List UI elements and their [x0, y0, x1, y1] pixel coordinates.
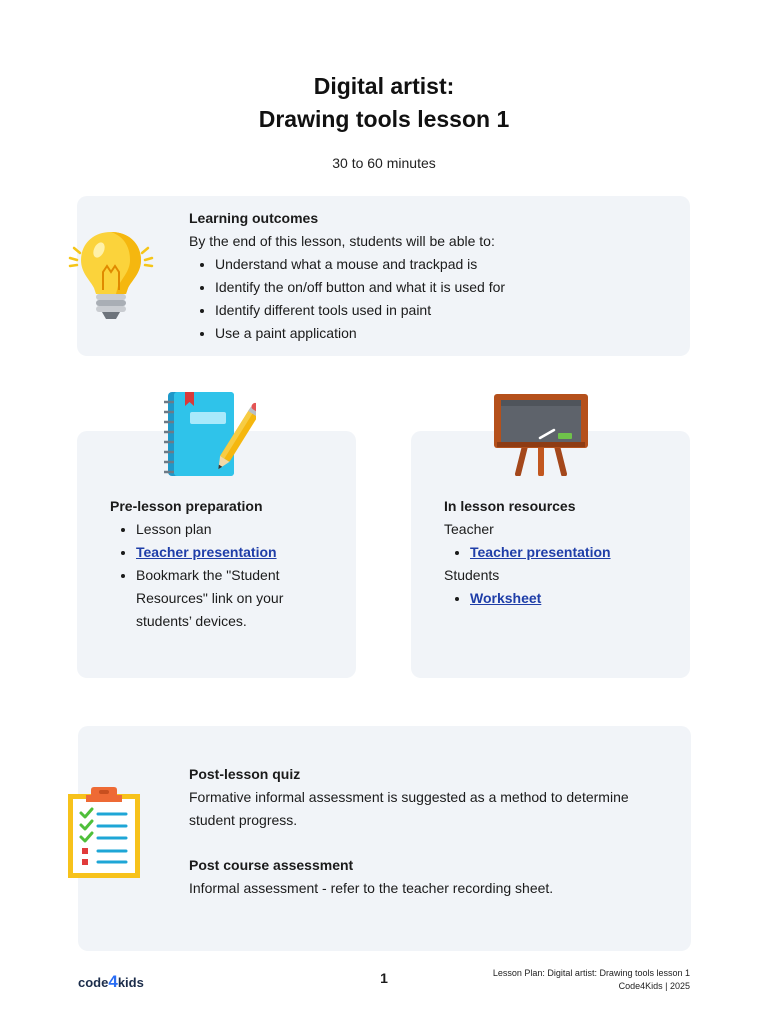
teacher-presentation-link[interactable]: Teacher presentation: [470, 544, 611, 560]
post-lesson-quiz-heading: Post-lesson quiz: [189, 766, 301, 782]
clipboard-checklist-icon: [66, 786, 144, 880]
post-lesson-quiz-text: Formative informal assessment is suggested as a method to determine student progress.: [189, 789, 629, 828]
teacher-resources-list: [444, 541, 674, 564]
page-number: 1: [380, 970, 388, 986]
logo-text-kids: kids: [117, 975, 144, 990]
list-item: • Use a paint application: [215, 322, 669, 345]
title-line-1: Digital artist:: [313, 73, 455, 99]
quiz-content: [189, 763, 659, 900]
teacher-label: Teacher: [444, 521, 494, 537]
list-item: [470, 587, 674, 610]
list-item: • Identify the on/off button and what it is used for: [215, 276, 669, 299]
post-course-assessment-text: Informal assessment - refer to the teacher recording sheet.: [189, 880, 554, 896]
learning-outcomes-heading: Learning outcomes: [189, 210, 319, 226]
footer-info: [493, 967, 690, 993]
list-item: • Identify different tools used in paint: [215, 299, 669, 322]
learning-outcomes-list: [189, 253, 669, 345]
post-lesson-quiz-card: [78, 726, 691, 951]
pre-lesson-list: [110, 518, 340, 633]
spacer: [189, 832, 659, 854]
list-item: [470, 541, 674, 564]
in-lesson-heading: In lesson resources: [444, 498, 576, 514]
footer-line-1: Lesson Plan: Digital artist: Drawing tools lesson 1: [492, 968, 690, 978]
learning-outcomes-intro: By the end of this lesson, students will be able to:: [189, 233, 495, 249]
learning-outcomes-content: [189, 207, 669, 345]
chalkboard-icon: [492, 392, 590, 476]
students-label: Students: [444, 567, 500, 583]
logo-text-four: 4: [108, 972, 118, 991]
in-lesson-content: [444, 495, 674, 610]
lesson-duration: 30 to 60 minutes: [332, 155, 436, 171]
teacher-presentation-link[interactable]: Teacher presentation: [136, 544, 277, 560]
list-item: • Understand what a mouse and trackpad is: [215, 253, 669, 276]
title-line-2: Drawing tools lesson 1: [258, 106, 510, 132]
student-resources-list: [444, 587, 674, 610]
post-course-assessment-heading: Post course assessment: [189, 857, 354, 873]
list-item: [136, 541, 340, 564]
lightbulb-icon: [68, 228, 154, 322]
list-item: • Bookmark the "Student Resources" link on your students’ devices.: [136, 564, 340, 633]
pre-lesson-heading: Pre-lesson preparation: [110, 498, 263, 514]
list-item: • Lesson plan: [136, 518, 340, 541]
pre-lesson-content: [110, 495, 340, 633]
notebook-pencil-icon: [160, 390, 256, 478]
page-title: [0, 70, 768, 136]
logo-text-code: code: [78, 975, 109, 990]
worksheet-link[interactable]: Worksheet: [470, 590, 542, 606]
footer-line-2: Code4Kids | 2025: [618, 981, 690, 991]
learning-outcomes-card: [77, 196, 690, 356]
